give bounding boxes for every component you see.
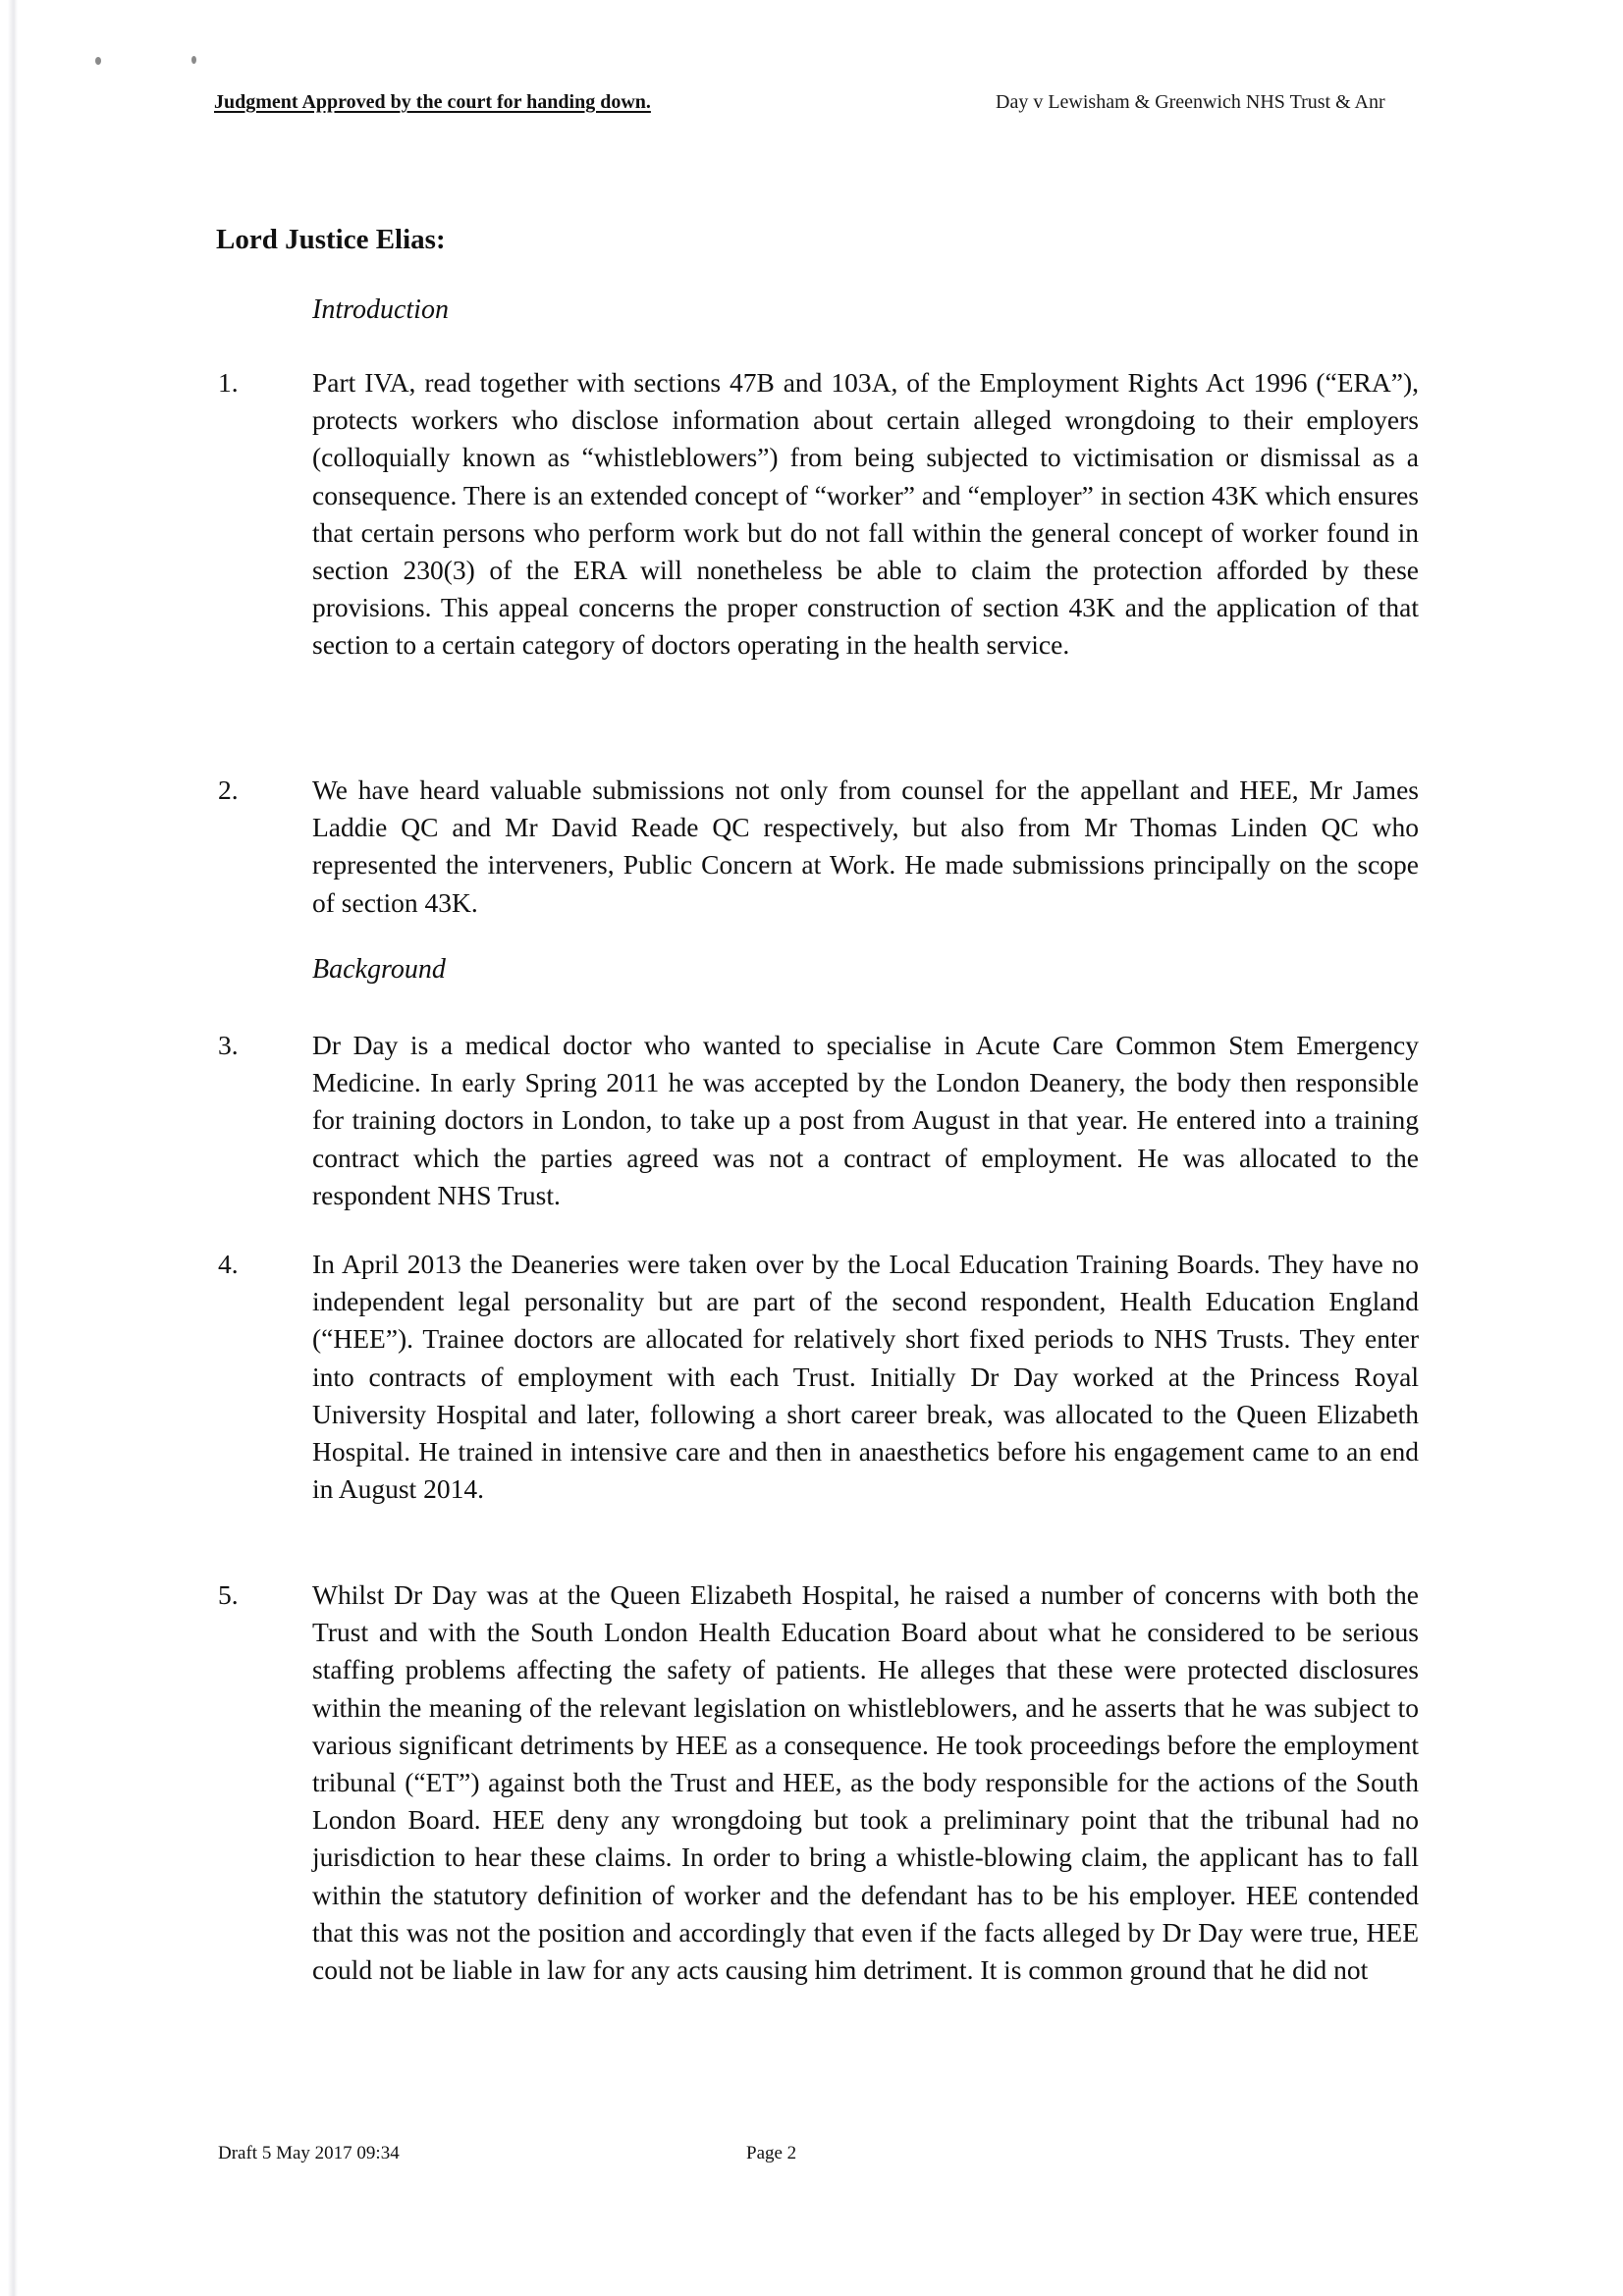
paragraph-number: 3. xyxy=(218,1030,239,1060)
paragraph-4 xyxy=(218,1246,1419,1508)
judge-heading: Lord Justice Elias: xyxy=(216,224,446,255)
paragraph-text: Dr Day is a medical doctor who wanted to specialise in Acute Care Common Stem Emergency Medicine. In early Spring 2011 he was accepted by the London Deanery, the body then responsible for training doctors in London, to take up a post from August in that year. He entered into a training contract which the parties agreed was not a contract of employment. He was allocated to the respondent NHS Trust. xyxy=(312,1030,1419,1210)
section-heading-background: Background xyxy=(312,954,446,985)
paragraph-text: Whilst Dr Day was at the Queen Elizabeth Hospital, he raised a number of concerns with both the Trust and with the South London Health Education Board about what he considered to be serious staffing problems affecting the safety of patients. He alleges that these were protected disclosures within the meaning of the relevant legislation on whistleblowers, and he asserts that he was subject to various significant detriments by HEE as a consequence. He took proceedings before the employment tribunal (“ET”) against both the Trust and HEE, as the body responsible for the actions of the South London Board. HEE deny any wrongdoing but took a preliminary point that the tribunal had no jurisdiction to hear these claims. In order to bring a whistle-blowing claim, the applicant has to fall within the statutory definition of worker and the defendant has to be his employer. HEE contended that this was not the position and accordingly that even if the facts alleged by Dr Day were true, HEE could not be liable in law for any acts causing him detriment. It is common ground that he did not xyxy=(312,1579,1419,1986)
footer-page-number: Page 2 xyxy=(746,2143,797,2163)
running-header-status: Judgment Approved by the court for handing down. xyxy=(214,91,651,113)
scan-speck xyxy=(191,56,196,64)
scan-speck xyxy=(95,57,101,65)
section-heading-introduction: Introduction xyxy=(312,294,449,325)
paragraph-number: 4. xyxy=(218,1249,239,1279)
paragraph-number: 2. xyxy=(218,774,239,805)
paragraph-text: In April 2013 the Deaneries were taken over by the Local Education Training Boards. They have no independent legal personality but are part of the second respondent, Health Education England (“HEE”). Trainee doctors are allocated for relatively short fixed periods to NHS Trusts. They enter into contracts of employment with each Trust. Initially Dr Day worked at the Princess Royal University Hospital and later, following a short career break, was allocated to the Queen Elizabeth Hospital. He trained in intensive care and then in anaesthetics before his engagement came to an end in August 2014. xyxy=(312,1249,1419,1505)
paragraph-text: Part IVA, read together with sections 47B and 103A, of the Employment Rights Act 1996 (“ERA”), protects workers who disclose information about certain alleged wrongdoing to their employers (colloquially known as “whistleblowers”) from being subjected to victimisation or dismissal as a consequence. There is an extended concept of “worker” and “employer” in section 43K which ensures that certain persons who perform work but do not fall within the general concept of worker found in section 230(3) of the ERA will nonetheless be able to claim the protection afforded by these provisions. This appeal concerns the proper construction of section 43K and the application of that section to a certain category of doctors operating in the health service. xyxy=(312,367,1419,661)
footer-draft-timestamp: Draft 5 May 2017 09:34 xyxy=(218,2143,400,2163)
paragraph-number: 5. xyxy=(218,1579,239,1610)
paragraph-2 xyxy=(218,772,1419,922)
paragraph-3 xyxy=(218,1027,1419,1214)
paragraph-1 xyxy=(218,364,1419,665)
running-header-case-name: Day v Lewisham & Greenwich NHS Trust & Anr xyxy=(996,91,1385,113)
paragraph-5 xyxy=(218,1576,1419,1989)
paragraph-number: 1. xyxy=(218,367,239,398)
scan-edge xyxy=(8,0,18,2296)
paragraph-text: We have heard valuable submissions not only from counsel for the appellant and HEE, Mr James Laddie QC and Mr David Reade QC respectively, but also from Mr Thomas Linden QC who represented the interveners, Public Concern at Work. He made submissions principally on the scope of section 43K. xyxy=(312,774,1419,918)
